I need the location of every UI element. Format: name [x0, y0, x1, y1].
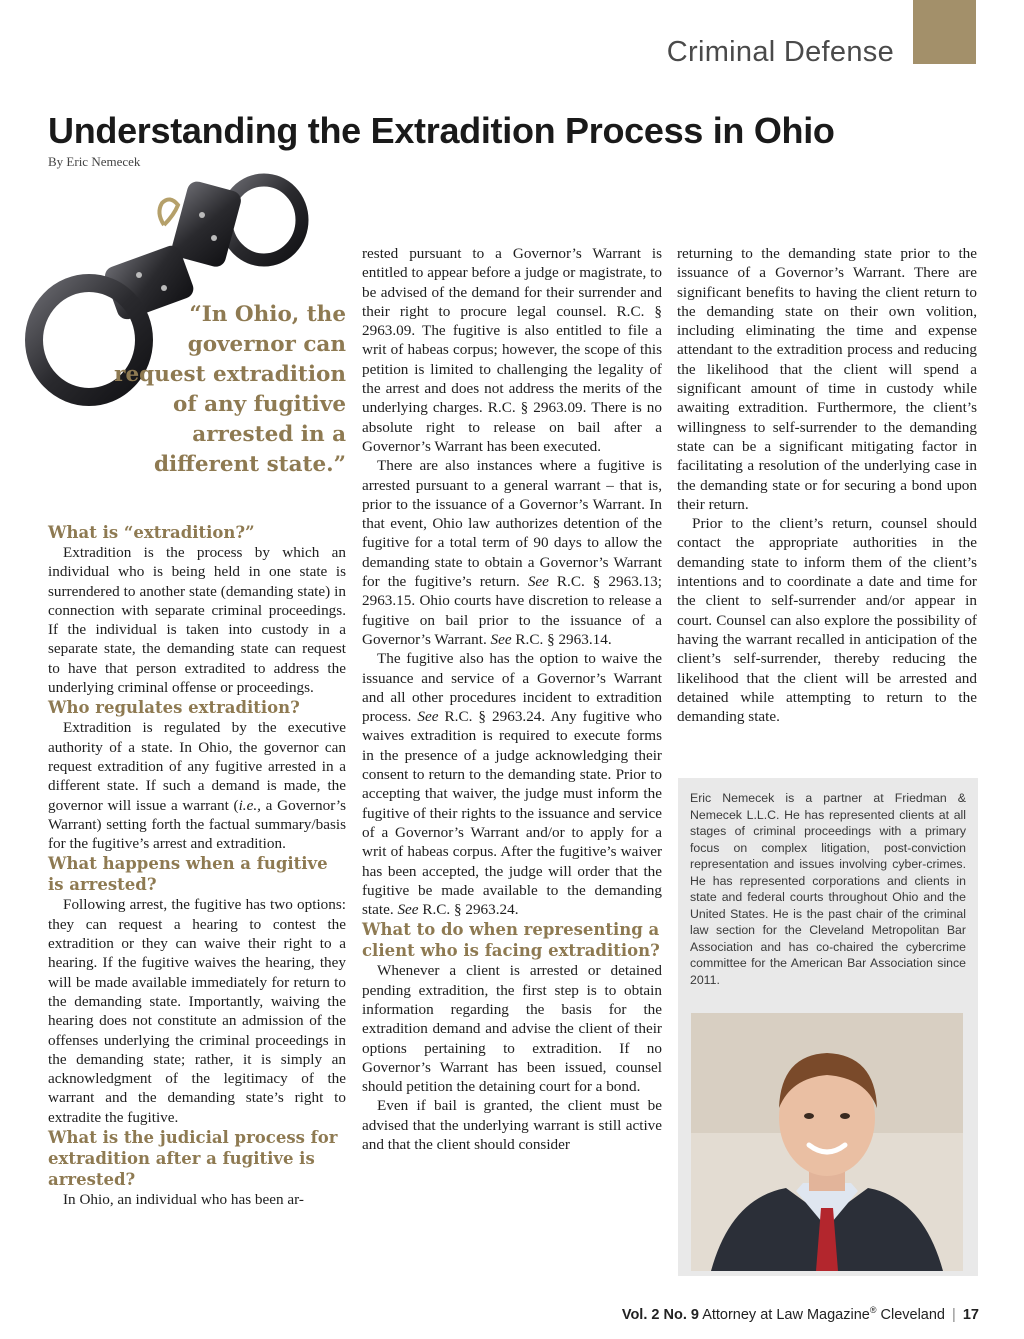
author-photo — [691, 1013, 963, 1271]
paragraph: Extradition is regulated by the executive authority of a state. In Ohio, the governor can request extradition of any fugitive arrested in a different state. If such a demand is made, the governor will issue a warrant (i.e., a Governor’s Warrant) setting forth the factual summary/basis for the fugitive’s arrest and extradition. — [48, 719, 346, 853]
page-footer — [622, 1305, 979, 1323]
page-number: 17 — [962, 1306, 979, 1323]
heading-representing-client: What to do when representing a client who is facing extradition? — [362, 920, 660, 961]
paragraph: rested pursuant to a Governor’s Warrant is entitled to appear before a judge or magistrate, to be advised of the demand for their surrender and their right to procure legal counsel. R.C. § 2963.09. The fugitive is also entitled to file a writ of habeas corpus; however, the scope of this petition is limited to challenging the legality of the arrest and does not address the merits of the underlying charges. R.C. § 2963.09. There is no absolute right to release on bail after a Governor’s Warrant has been executed. — [362, 245, 662, 455]
paragraph: The fugitive also has the option to waive the issuance and service of a Governor’s Warrant and all other procedures incident to extradition process. See R.C. § 2963.24. Any fugitive who waives extradition is required to execute forms in the presence of a judge acknowledging their consent to return to the demanding state. Prior to accepting that waiver, the judge must inform the fugitive of their rights to the issuance and service of a Governor’s Warrant and/or to apply for a writ of habeas corpus. After the fugitive’s waiver has been accepted, the judge will order that the fugitive be made available to the demanding state. See R.C. § 2963.24. — [362, 650, 662, 919]
cuff-ring-top — [226, 180, 302, 260]
paragraph: Following arrest, the fugitive has two options: they can request a hearing to contest the extradition or they can waive their right to a hearing. If the fugitive waives the hearing, they will be made available immediately for return to the demanding state. Importantly, waiving the hearing does not constitute an admission of the offenses underlying the criminal proceedings in the demanding state; rather, it is simply an acknowledgment of the legitimacy of the warrant and the demanding state’s right to extradite the fugitive. — [48, 896, 346, 1126]
section-label: Criminal Defense — [666, 36, 894, 68]
author-bio-box — [678, 778, 978, 1276]
volume-number: Vol. 2 No. 9 — [621, 1306, 699, 1323]
paragraph: Whenever a client is arrested or detained pending extradition, the first step is to obtain information regarding the basis for the extradition demand and advise the client of their options pertaining to extradition. If no Governor’s Warrant has been issued, counsel should petition the detaining court for a bond. — [362, 962, 662, 1096]
column-2 — [362, 244, 662, 1154]
byline: By Eric Nemecek — [48, 154, 141, 169]
paragraph: There are also instances where a fugitive is arrested pursuant to a general warrant – that is, prior to the issuance of a Governor’s Warrant. In that event, Ohio law authorizes detention of the fugitive for a total term of 90 days to allow the demanding state to obtain a Governor’s Warrant for the fugitive’s return. See R.C. § 2963.13; 2963.15. Ohio courts have discretion to release a fugitive on bail prior to the issuance of a Governor’s Warrant. See R.C. § 2963.14. — [362, 457, 662, 648]
author-bio-text: Eric Nemecek is a partner at Friedman & Nemecek L.L.C. He has represented clients at all stages of criminal proceedings with a primary focus on complex litigation, post-conviction representation and issues involving cyber-crimes. He has represented corporations and clients in state and federal courts throughout Ohio and the United States. He is the past chair of the criminal law section for the Cleveland Metropolitan Bar Association and has co-chaired the cybercrime committee for the American Bar Association since 2011. — [690, 791, 966, 987]
paragraph: Prior to the client’s return, counsel should contact the appropriate authorities in the demanding state to inform them of the client’s intentions and to coordinate a date and time for the client to self-surrender and/or appear in court. Counsel can also explore the possibility of having the warrant recalled in anticipation of the client’s self-surrender, thereby reducing the likelihood that the client will be arrested and detained while attempting to return to the demanding state. — [677, 515, 977, 726]
heading-judicial-process: What is the judicial process for extradition after a fugitive is arrested? — [48, 1128, 338, 1190]
paragraph: Even if bail is granted, the client must be advised that the underlying warrant is still active and that the client should consider — [362, 1097, 662, 1154]
footer-separator: | — [952, 1306, 956, 1323]
article-title: Understanding the Extradition Process in Ohio — [48, 110, 835, 151]
paragraph: returning to the demanding state prior to the issuance of a Governor’s Warrant. There are significant benefits to having the client return to the demanding state on their own volition, including eliminating the time and expense attendant to the extradition process and reducing the likelihood that the client will spend a significant amount of time in custody while awaiting extradition. Furthermore, the client’s willingness to self-surrender to the demanding state can be a significant mitigating factor in facilitating a resolution of the underlying case in the demanding state or for securing a bond upon their return. — [677, 245, 977, 513]
heading-who-regulates: Who regulates extradition? — [48, 698, 300, 718]
column-3 — [677, 244, 977, 726]
column-1 — [48, 522, 346, 1209]
city-name: Cleveland — [880, 1306, 946, 1323]
heading-what-is-extradition: What is “extradition?” — [48, 523, 255, 542]
section-color-tab — [913, 0, 976, 64]
pull-quote: “In Ohio, the governor can request extradition of any fugitive arrested in a different state.” — [114, 302, 346, 477]
paragraph: In Ohio, an individual who has been ar- — [63, 1191, 304, 1209]
heading-fugitive-arrested: What happens when a fugitive is arrested? — [48, 854, 328, 895]
magazine-name: Attorney at Law Magazine — [702, 1306, 870, 1323]
registered-mark: ® — [869, 1305, 877, 1315]
paragraph: Extradition is the process by which an individual who is being held in one state is surrendered to another state (demanding state) in connection with separate criminal proceedings. If the individual is taken into custody in a separate state, the demanding state can request to have that person extradited to address the underlying criminal offense or proceedings. — [48, 544, 346, 697]
chain — [159, 199, 178, 225]
